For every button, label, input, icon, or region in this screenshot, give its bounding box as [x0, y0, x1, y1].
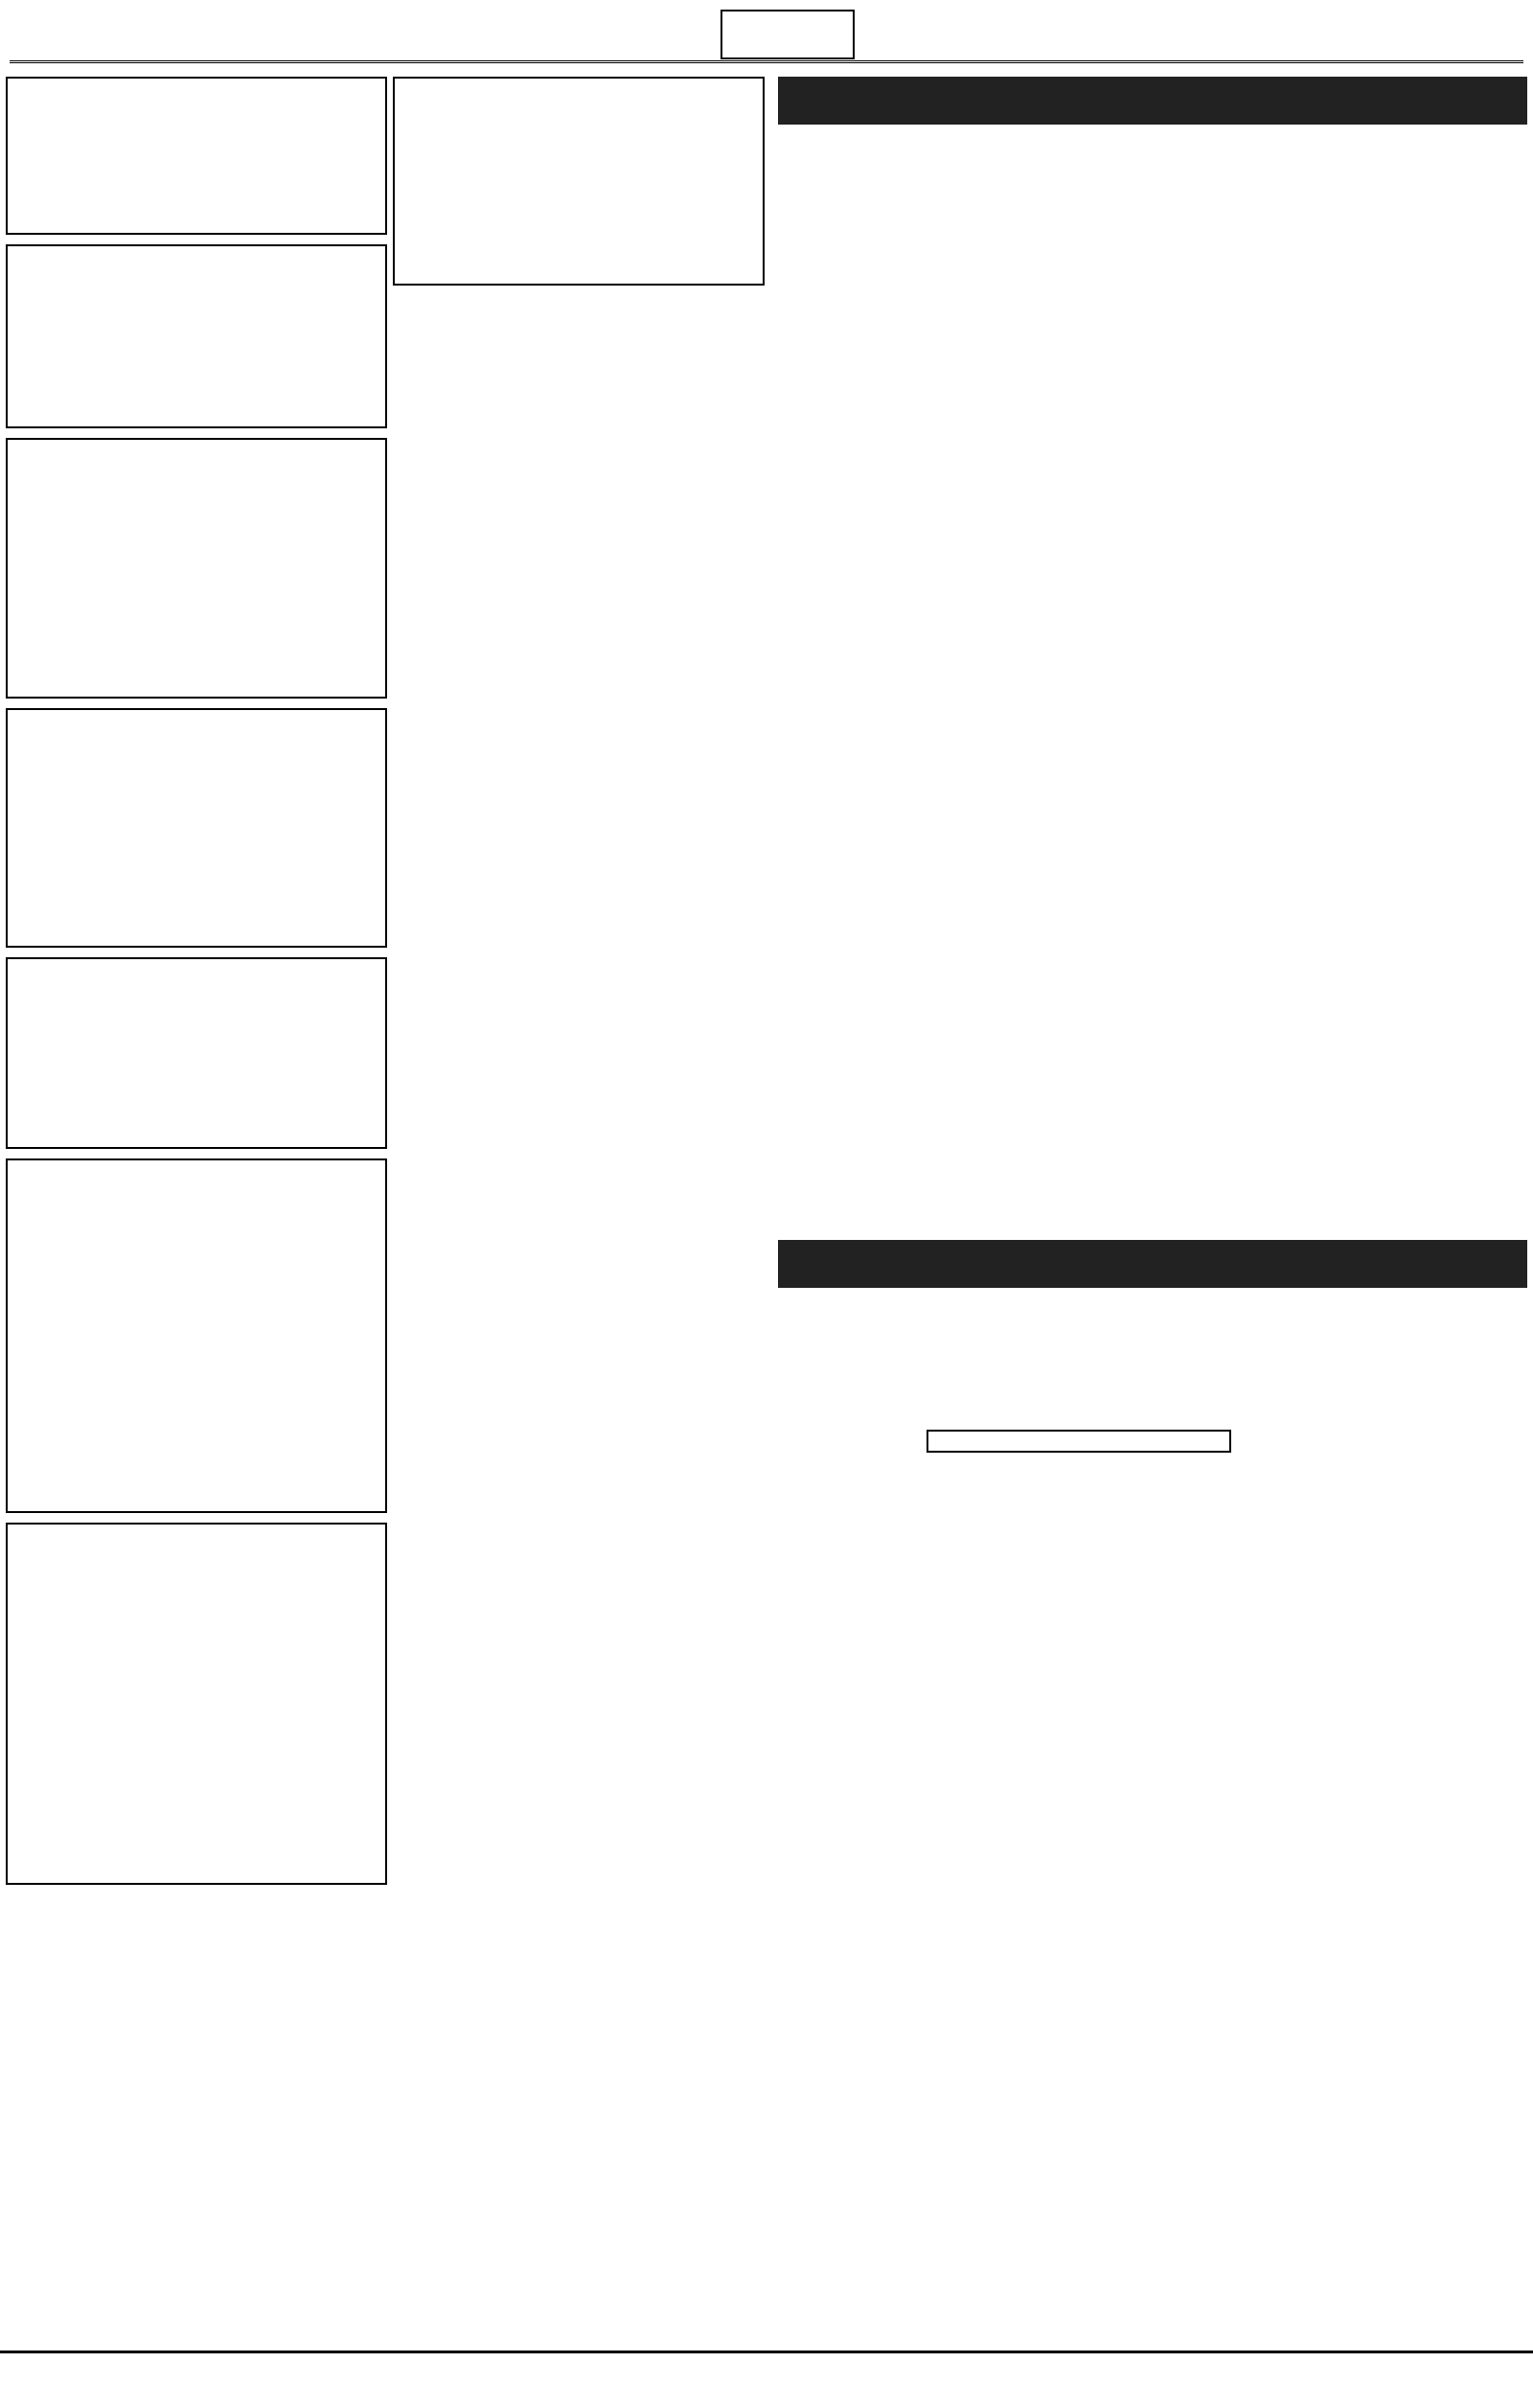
news-column [1241, 1296, 1380, 1863]
news-columns-bottom [778, 1288, 1527, 1863]
news-column [1388, 1296, 1527, 1863]
notice-urdu-body [15, 84, 378, 144]
continued-banner-2 [778, 1240, 1527, 1288]
tehsildar-notice-1 [6, 77, 387, 235]
news-section [778, 77, 1527, 1863]
masthead-date [10, 24, 57, 45]
rba-notice-2 [6, 1523, 387, 1885]
masthead [10, 8, 1523, 63]
left-ads-column [6, 77, 387, 1894]
contractor-notice [393, 77, 765, 286]
middle-ads-column [393, 77, 765, 295]
electricity-notice [6, 957, 387, 1149]
newspaper-logo [721, 10, 855, 59]
news-columns-top [778, 125, 1527, 1227]
rba-notice-1 [6, 1158, 387, 1513]
passport-notice-1 [6, 438, 387, 699]
tehsildar-notice-2 [6, 244, 387, 428]
rba-notice-center [927, 1430, 1231, 1453]
notice-income [15, 1174, 378, 1233]
imprint-footer [0, 2351, 1533, 2408]
news-column [778, 1296, 917, 1863]
passport-notice-2 [6, 708, 387, 948]
continued-banner-1 [778, 77, 1527, 125]
notice-income [15, 1538, 378, 1597]
news-column-center [927, 1296, 1231, 1863]
notice-urdu-body [15, 252, 378, 329]
